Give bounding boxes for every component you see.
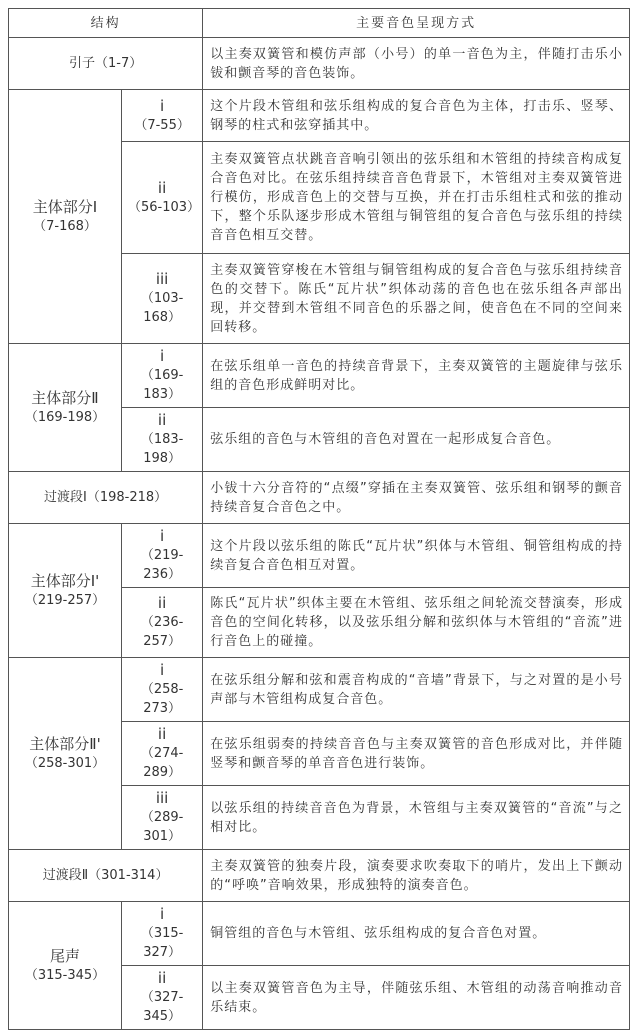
section-main2p-cell xyxy=(9,658,122,850)
sub-desc: 在弦乐组单一音色的持续音背景下，主奏双簧管的主题旋律与弦乐组的音色形成鲜明对比。 xyxy=(203,344,630,408)
section-main1-label: 主体部分Ⅰ xyxy=(32,197,98,216)
sub-range: （274-289） xyxy=(140,746,184,780)
sub-cell xyxy=(122,786,203,850)
table-row xyxy=(9,524,630,588)
section-main1-cell xyxy=(9,90,122,344)
sub-range: （103-168） xyxy=(140,291,184,325)
sub-desc: 以主奏双簧管音色为主导，伴随弦乐组、木管组的动荡音响推动音乐结束。 xyxy=(203,966,630,1030)
sub-range: （56-103） xyxy=(128,199,201,215)
header-timbre: 主要音色呈现方式 xyxy=(203,9,630,38)
section-coda-range: （315-345） xyxy=(24,967,106,983)
sub-desc: 在弦乐组分解和弦和震音构成的“音墙”背景下，与之对置的是小号声部与木管组构成复合音色。 xyxy=(203,658,630,722)
sub-range: （289-301） xyxy=(140,810,184,844)
section-main2p-range: （258-301） xyxy=(24,755,106,771)
sub-cell xyxy=(122,524,203,588)
section-trans1-label: 过渡段Ⅰ（198-218） xyxy=(9,472,203,524)
section-main2-cell xyxy=(9,344,122,472)
sub-cell xyxy=(122,658,203,722)
table-row xyxy=(9,472,630,524)
section-main1p-cell xyxy=(9,524,122,658)
sub-desc: 陈氏“瓦片状”织体主要在木管组、弦乐组之间轮流交替演奏，形成音色的空间化转移，以及弦乐组分解和弦织体与木管组的“音流”进行音色上的碰撞。 xyxy=(203,588,630,658)
sub-roman: ii xyxy=(157,594,167,612)
sub-roman: i xyxy=(160,661,165,679)
sub-roman: ii xyxy=(157,969,167,987)
sub-range: （7-55） xyxy=(134,117,190,133)
sub-roman: i xyxy=(160,347,165,365)
section-main1p-range: （219-257） xyxy=(24,592,106,608)
sub-roman: ii xyxy=(157,178,167,197)
timbre-structure-table xyxy=(8,8,630,1030)
section-trans1-desc: 小钹十六分音符的“点缀”穿插在主奏双簧管、弦乐组和钢琴的颤音持续音复合音色之中。 xyxy=(203,472,630,524)
sub-cell xyxy=(122,966,203,1030)
sub-cell xyxy=(122,344,203,408)
sub-roman: ii xyxy=(157,411,167,429)
section-trans2-label: 过渡段Ⅱ（301-314） xyxy=(9,850,203,902)
section-main2-range: （169-198） xyxy=(24,409,106,425)
sub-desc: 这个片段以弦乐组的陈氏“瓦片状”织体与木管组、铜管组构成的持续音复合音色相互对置。 xyxy=(203,524,630,588)
sub-roman: iii xyxy=(155,270,169,288)
sub-cell xyxy=(122,408,203,472)
table-row xyxy=(9,90,630,142)
section-coda-cell xyxy=(9,902,122,1030)
sub-range: （315-327） xyxy=(140,926,184,960)
sub-range: （219-236） xyxy=(140,548,184,582)
sub-range: （236-257） xyxy=(140,615,184,649)
section-trans2-desc: 主奏双簧管的独奏片段，演奏要求吹奏取下的哨片，发出上下颤动的“呼唤”音响效果，形成独特的演奏音色。 xyxy=(203,850,630,902)
sub-cell xyxy=(122,90,203,142)
sub-roman: iii xyxy=(155,789,169,807)
section-main2-label: 主体部分Ⅱ xyxy=(31,388,99,407)
sub-cell xyxy=(122,588,203,658)
section-main1-range: （7-168） xyxy=(33,218,97,234)
sub-roman: ii xyxy=(157,725,167,743)
table-row xyxy=(9,38,630,90)
sub-roman: i xyxy=(160,527,165,545)
sub-desc: 弦乐组的音色与木管组的音色对置在一起形成复合音色。 xyxy=(203,408,630,472)
sub-desc: 主奏双簧管点状跳音音响引领出的弦乐组和木管组的持续音构成复合音色对比。在弦乐组持续音音色背景下，木管组对主奏双簧管进行模仿，形成音色上的交替与互换，并在打击乐组柱式和弦的推动下，整个乐队逐步形成木管组与铜管组的复合音色与弦乐组的持续音音色相互交替。 xyxy=(203,142,630,254)
table-row xyxy=(9,658,630,722)
sub-range: （258-273） xyxy=(140,682,184,716)
sub-desc: 以弦乐组的持续音音色为背景，木管组与主奏双簧管的“音流”与之相对比。 xyxy=(203,786,630,850)
table-row xyxy=(9,902,630,966)
section-intro-desc: 以主奏双簧管和模仿声部（小号）的单一音色为主，伴随打击乐小钹和颤音琴的音色装饰。 xyxy=(203,38,630,90)
sub-cell xyxy=(122,722,203,786)
sub-desc: 主奏双簧管穿梭在木管组与铜管组构成的复合音色与弦乐组持续音色的交替下。陈氏“瓦片状”织体动荡的音色也在弦乐组各声部出现，并交替到木管组不同音色的乐器之间，使音色在不同的空间来回转移。 xyxy=(203,254,630,344)
section-main2p-label: 主体部分Ⅱ' xyxy=(29,734,101,753)
sub-desc: 这个片段木管组和弦乐组构成的复合音色为主体，打击乐、竖琴、钢琴的柱式和弦穿插其中。 xyxy=(203,90,630,142)
table-row xyxy=(9,850,630,902)
sub-desc: 在弦乐组弱奏的持续音音色与主奏双簧管的音色形成对比，并伴随竖琴和颤音琴的单音音色进行装饰。 xyxy=(203,722,630,786)
section-intro-label: 引子（1-7） xyxy=(9,38,203,90)
sub-range: （183-198） xyxy=(140,432,184,466)
sub-range: （169-183） xyxy=(140,368,184,402)
table-row xyxy=(9,344,630,408)
header-structure: 结构 xyxy=(9,9,203,38)
sub-roman: i xyxy=(160,905,165,923)
sub-roman: i xyxy=(160,96,165,115)
sub-desc: 铜管组的音色与木管组、弦乐组构成的复合音色对置。 xyxy=(203,902,630,966)
header-row xyxy=(9,9,630,38)
sub-range: （327-345） xyxy=(140,990,184,1024)
section-coda-label: 尾声 xyxy=(49,946,80,965)
sub-cell xyxy=(122,902,203,966)
sub-cell xyxy=(122,142,203,254)
sub-cell xyxy=(122,254,203,344)
section-main1p-label: 主体部分Ⅰ' xyxy=(30,571,100,590)
